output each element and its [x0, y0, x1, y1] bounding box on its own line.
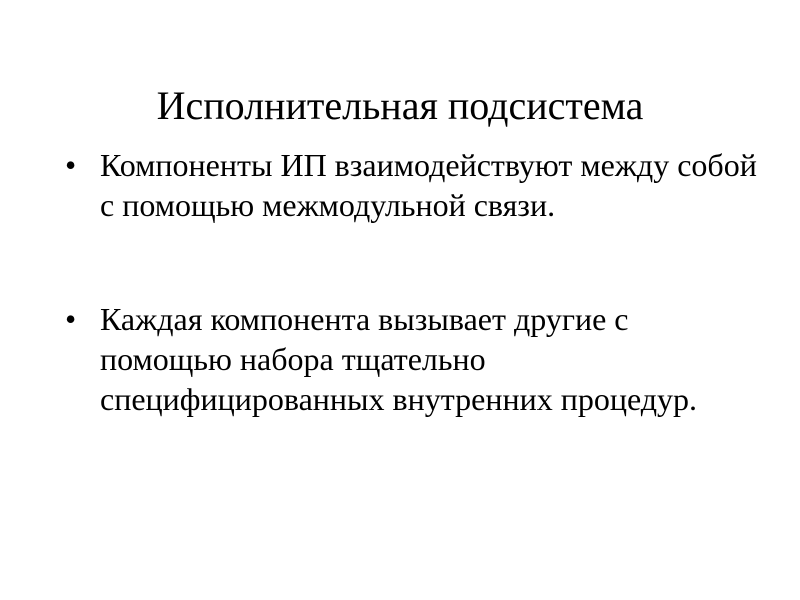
bullet-item [65, 299, 765, 419]
bullet-text: Компоненты ИП взаимодействуют между собой с помощью межмодульной связи. [100, 147, 757, 223]
bullet-text: Каждая компонента вызывает другие с помощью набора тщательно специфицированных внутренних процедур. [100, 301, 698, 417]
bullet-item [65, 145, 765, 225]
bullet-list [65, 145, 765, 419]
slide-title: Исполнительная подсистема [156, 83, 644, 128]
bullet-marker: • [65, 147, 77, 183]
bullet-marker: • [65, 301, 77, 337]
